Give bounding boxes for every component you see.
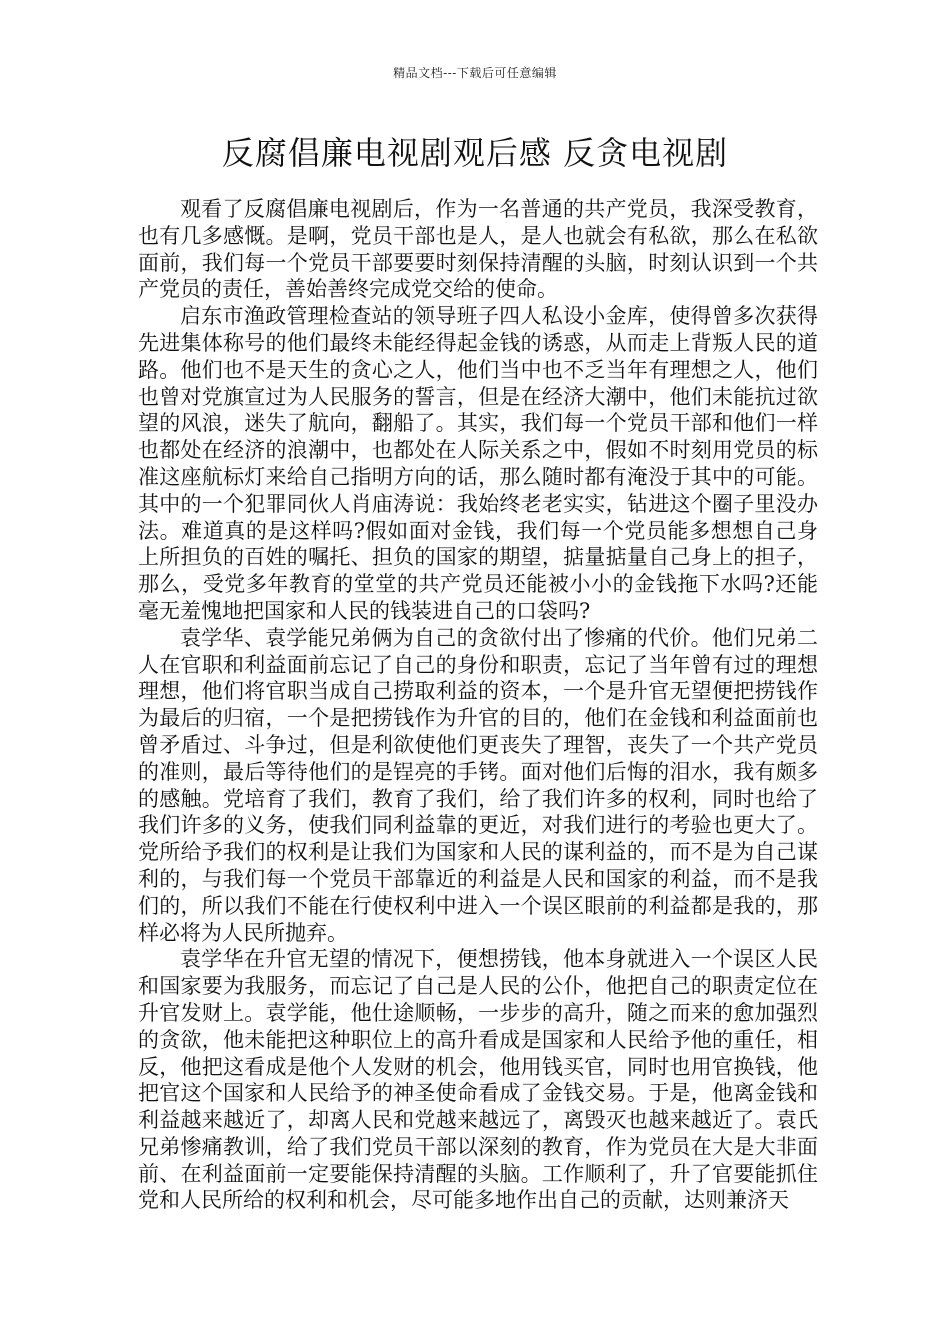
header-note: 精品文档---下载后可任意编辑 xyxy=(393,66,557,80)
document-body xyxy=(138,196,818,1214)
document-title: 反腐倡廉电视剧观后感 反贪电视剧 xyxy=(221,134,729,172)
paragraph-2: 启东市渔政管理检查站的领导班子四人私设小金库，使得曾多次获得先进集体称号的他们最终未能经得起金钱的诱惑，从而走上背叛人民的道路。他们也不是天生的贪心之人，他们当中也不乏当年有理想之人，他们也曾对党旗宣过为人民服务的誓言，但是在经济大潮中，他们未能抗过欲望的风浪，迷失了航向，翻船了。其实，我们每一个党员干部和他们一样也都处在经济的浪潮中，也都处在人际关系之中，假如不时刻用党员的标准这座航标灯来给自己指明方向的话，那么随时都有淹没于其中的可能。其中的一个犯罪同伙人肖庙涛说：我始终老老实实，钻进这个圈子里没办法。难道真的是这样吗?假如面对金钱，我们每一个党员能多想想自己身上所担负的百姓的嘱托、担负的国家的期望，掂量掂量自己身上的担子，那么，受党多年教育的堂堂的共产党员还能被小小的金钱拖下水吗?还能毫无羞愧地把国家和人民的钱装进自己的口袋吗? xyxy=(138,304,818,623)
paragraph-4: 袁学华在升官无望的情况下，便想捞钱，他本身就进入一个误区人民和国家要为我服务，而忘记了自己是人民的公仆，他把自己的职责定位在升官发财上。袁学能，他仕途顺畅，一步步的高升，随之而来的愈加强烈的贪欲，他未能把这种职位上的高升看成是国家和人民给予他的重任，相反，他把这看成是他个人发财的机会，他用钱买官，同时也用官换钱，他把官这个国家和人民给予的神圣使命看成了金钱交易。于是，他离金钱和利益越来越近了，却离人民和党越来越远了，离毁灭也越来越近了。袁氏兄弟惨痛教训，给了我们党员干部以深刻的教育，作为党员在大是大非面前、在利益面前一定要能保持清醒的头脑。工作顺利了，升了官要能抓住党和人民所给的权利和机会，尽可能多地作出自己的贡献，达则兼济天 xyxy=(138,947,818,1213)
paragraph-3: 袁学华、袁学能兄弟俩为自己的贪欲付出了惨痛的代价。他们兄弟二人在官职和利益面前忘记了自己的身份和职责，忘记了当年曾有过的理想理想，他们将官职当成自己捞取利益的资本，一个是升官无望便把捞钱作为最后的归宿，一个是把捞钱作为升官的目的，他们在金钱和利益面前也曾矛盾过、斗争过，但是利欲使他们更丧失了理智，丧失了一个共产党员的准则，最后等待他们的是锃亮的手铐。面对他们后悔的泪水，我有颇多的感触。党培育了我们，教育了我们，给了我们许多的权利，同时也给了我们许多的义务，使我们同利益靠的更近，对我们进行的考验也更大了。党所给予我们的权利是让我们为国家和人民的谋利益的，而不是为自己谋利的，与我们每一个党员干部靠近的利益是人民和国家的利益，而不是我们的，所以我们不能在行使权利中进入一个误区眼前的利益都是我的，那样必将为人民所抛弃。 xyxy=(138,625,818,945)
paragraph-1: 观看了反腐倡廉电视剧后，作为一名普通的共产党员，我深受教育，也有几多感慨。是啊，党员干部也是人，是人也就会有私欲，那么在私欲面前，我们每一个党员干部要要时刻保持清醒的头脑，时刻认识到一个共产党员的责任，善始善终完成党交给的使命。 xyxy=(138,197,818,302)
